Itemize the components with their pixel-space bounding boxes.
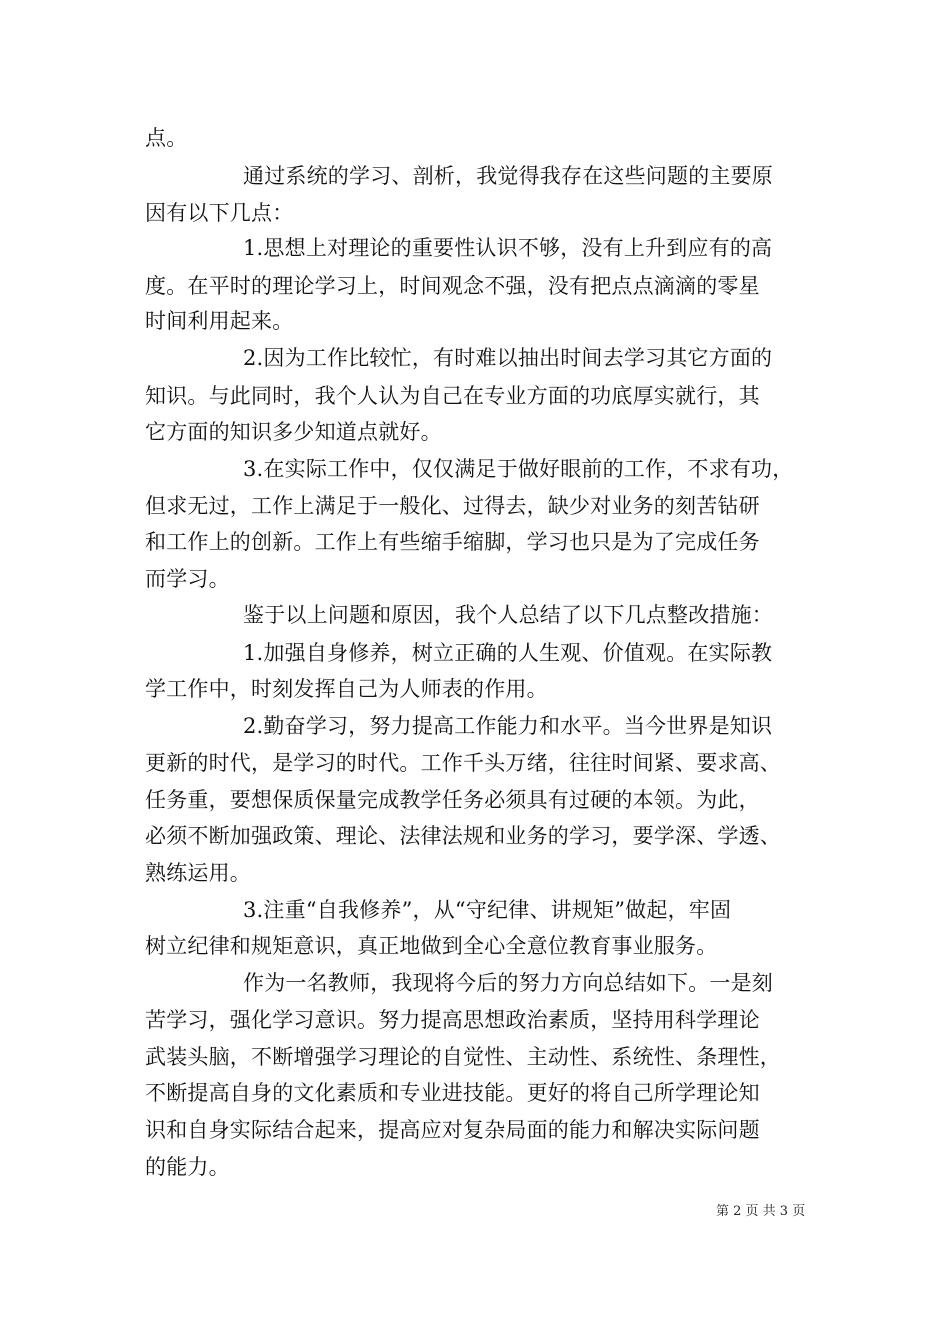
text-line: 它方面的知识多少知道点就好。 [145,420,442,444]
text-line: 2.因为工作比较忙，有时难以抽出时间去学习其它方面的 [243,346,773,370]
text-line: 熟练运用。 [145,861,251,885]
page-indicator: 第 2 页 共 3 页 [716,1204,806,1219]
text-line: 不断提高自身的文化素质和专业进技能。更好的将自己所学理论知 [145,1081,760,1105]
text-line: 知识。与此同时，我个人认为自己在专业方面的功底厚实就行，其 [145,384,760,408]
text-line: 武装头脑，不断增强学习理论的自觉性、主动性、系统性、条理性， [145,1045,781,1069]
text-line: 而学习。 [145,567,230,591]
text-line: 识和自身实际结合起来，提高应对复杂局面的能力和解决实际问题 [145,1118,760,1142]
text-line: 点。 [145,126,188,150]
text-line: 因有以下几点： [145,201,294,225]
text-line: 作为一名教师，我现将今后的努力方向总结如下。一是刻 [243,971,773,995]
text-line: 通过系统的学习、剖析，我觉得我存在这些问题的主要原 [243,164,773,188]
text-line: 更新的时代，是学习的时代。工作千头万绪，往往时间紧、要求高、 [145,751,781,775]
text-line: 2.勤奋学习，努力提高工作能力和水平。当今世界是知识 [243,714,773,738]
text-line: 3.在实际工作中，仅仅满足于做好眼前的工作，不求有功， [243,457,794,481]
text-line: 苦学习，强化学习意识。努力提高思想政治素质，坚持用科学理论 [145,1008,760,1032]
text-line: 树立纪律和规矩意识，真正地做到全心全意位教育事业服务。 [145,934,718,958]
text-line: 时间利用起来。 [145,309,294,333]
text-line: 和工作上的创新。工作上有些缩手缩脚，学习也只是为了完成任务 [145,530,760,554]
text-line: 必须不断加强政策、理论、法律法规和业务的学习，要学深、学透、 [145,824,781,848]
text-line: 但求无过，工作上满足于一般化、过得去，缺少对业务的刻苦钻研 [145,494,760,518]
text-line: 度。在平时的理论学习上，时间观念不强，没有把点点滴滴的零星 [145,274,760,298]
text-line: 1.加强自身修养，树立正确的人生观、价值观。在实际教 [243,641,773,665]
text-line: 任务重，要想保质保量完成教学任务必须具有过硬的本领。为此， [145,788,760,812]
text-line: 鉴于以上问题和原因，我个人总结了以下几点整改措施： [243,603,773,627]
text-line: 的能力。 [145,1155,230,1179]
text-line: 1.思想上对理论的重要性认识不够，没有上升到应有的高 [243,236,773,260]
text-line: 3.注重“自我修养”，从“守纪律、讲规矩”做起，牢固 [243,898,732,922]
text-line: 学工作中，时刻发挥自己为人师表的作用。 [145,677,548,701]
